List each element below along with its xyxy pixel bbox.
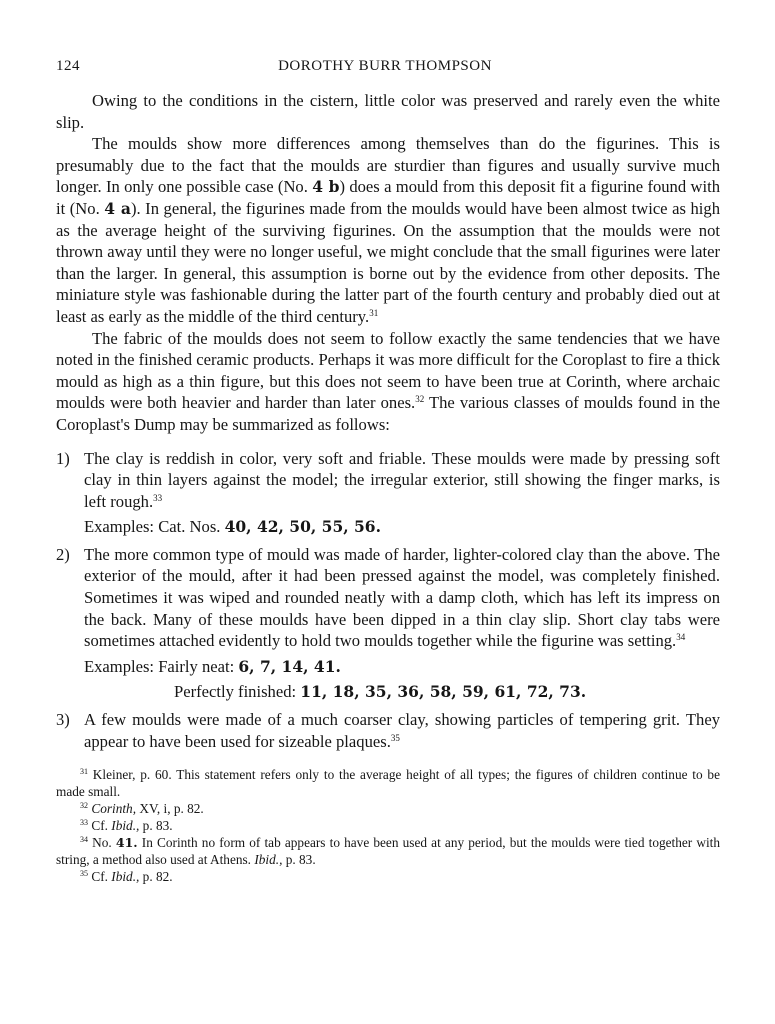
page-number: 124 [56, 58, 80, 74]
examples-line-2 [174, 681, 720, 703]
footnote-text: p. 83. [282, 852, 316, 868]
list-item [56, 448, 720, 538]
footnote-ref: 33 [153, 492, 163, 503]
examples-values: 11, 18, 35, 36, 58, 59, 61, 72, 73. [300, 682, 587, 702]
footnote-italic: Corinth, [91, 801, 137, 817]
footnote-number: 31 [80, 767, 88, 777]
paragraph-3 [56, 328, 720, 436]
footnote-ref: 35 [390, 732, 400, 743]
examples-values: 6, 7, 14, 41. [238, 656, 341, 676]
footnote-text: p. 82. [139, 869, 173, 885]
footnotes [56, 766, 720, 885]
footnote-ref: 32 [415, 394, 425, 405]
footnote-text: No. [92, 835, 116, 851]
body-text [56, 90, 720, 436]
footnote-number: 35 [80, 869, 88, 879]
footnote-bold: 41. [115, 835, 138, 851]
paragraph-2 [56, 133, 720, 327]
header-spacer [690, 58, 720, 80]
paragraph-3-text-a: The fabric of the moulds does not seem to follow exactly the same tendencies that we have noted in the finished ceramic products. Perhaps it was more difficult for the Coroplast to fire a thick mould as high as a thin figure, but this does not seem to have been true at Corinth, where archaic moulds were both heavier and harder than later ones. [56, 328, 720, 413]
list-item [56, 544, 720, 703]
footnote-35 [56, 868, 720, 885]
mould-classes-list [56, 448, 720, 753]
paragraph-2-text-a: The moulds show more differences among themselves than do the figurines. This is presumably due to the fact that the moulds are sturdier than figures and usually survive much longer. In only one possible case (No. [56, 134, 720, 197]
list-item-text: The more common type of mould was made of harder, lighter-colored clay than the above. The exterior of the mould, after it had been pressed against the model, was completely finished. Sometimes it was wiped and rounded neatly with a damp cloth, which has left its impress on the back. Many of these moulds have been dipped in a thin clay slip. Short clay tabs were sometimes attached evidently to hold two moulds together while the figurine was setting. [84, 544, 720, 651]
catalog-ref: 4 a [104, 198, 131, 218]
footnote-text: XV, i, p. 82. [136, 801, 204, 817]
examples-line [84, 516, 720, 538]
footnote-text: In Corinth no form of tab appears to have been used at any period, but the moulds were tied together with string, a method also used at Athens. [56, 835, 720, 868]
footnote-italic: Ibid., [254, 852, 283, 868]
paragraph-2-text-c: ). In general, the figurines made from the moulds would have been almost twice as high as the average height of the surviving figurines. On the assumption that the moulds were not thrown away until they were no longer useful, we might conclude that the small figurines were later than the larger. In general, this assumption is borne out by the evidence from other deposits. The miniature style was fashionable during the latter part of the fourth century and probably died out at least as early as the middle of the third century. [56, 198, 720, 326]
list-number: 3) [56, 710, 70, 730]
footnote-31 [56, 766, 720, 800]
footnote-34 [56, 834, 720, 868]
footnote-text: Kleiner, p. 60. This statement refers only to the average height of all types; the figures of children continue to be made small. [56, 767, 720, 800]
examples-label: Examples: Fairly neat: [84, 656, 235, 676]
list-item-text: A few moulds were made of a much coarser clay, showing particles of tempering grit. They appear to have been used for sizeable plaques. [84, 710, 720, 751]
footnote-number: 32 [80, 801, 88, 811]
footnote-text: Cf. [91, 869, 112, 885]
paragraph-1 [56, 90, 720, 133]
list-number: 2) [56, 544, 70, 564]
footnote-number: 33 [80, 818, 88, 828]
examples-line [84, 656, 720, 678]
footnote-italic: Ibid., [111, 869, 140, 885]
running-title: DOROTHY BURR THOMPSON [278, 58, 492, 74]
footnote-ref: 31 [369, 307, 379, 318]
paragraph-3-text-b: The various classes of moulds found in the Coroplast's Dump may be summarized as follows: [56, 393, 720, 434]
footnote-ref: 34 [676, 632, 686, 643]
examples-values: 40, 42, 50, 55, 56. [224, 517, 381, 537]
catalog-ref: 4 b [312, 177, 340, 197]
paragraph-2-text-b: ) does a mould from this deposit fit a figurine found with it (No. [56, 177, 720, 218]
list-item-text: The clay is reddish in color, very soft and friable. These moulds were made by pressing soft clay in thin layers against the model; the irregular exterior, still showing the finger marks, is left rough. [84, 448, 720, 511]
examples-label: Examples: Cat. Nos. [84, 517, 221, 537]
examples-label: Perfectly finished: [174, 682, 297, 702]
page [56, 58, 720, 885]
footnote-italic: Ibid., [111, 818, 140, 834]
paragraph-1-text: Owing to the conditions in the cistern, little color was preserved and rarely even the white slip. [56, 91, 720, 132]
footnote-33 [56, 817, 720, 834]
footnote-32 [56, 800, 720, 817]
footnote-number: 34 [80, 835, 88, 845]
running-header [56, 58, 720, 80]
footnote-text: Cf. [91, 818, 112, 834]
list-item [56, 709, 720, 752]
list-number: 1) [56, 448, 70, 468]
footnote-text: p. 83. [139, 818, 173, 834]
